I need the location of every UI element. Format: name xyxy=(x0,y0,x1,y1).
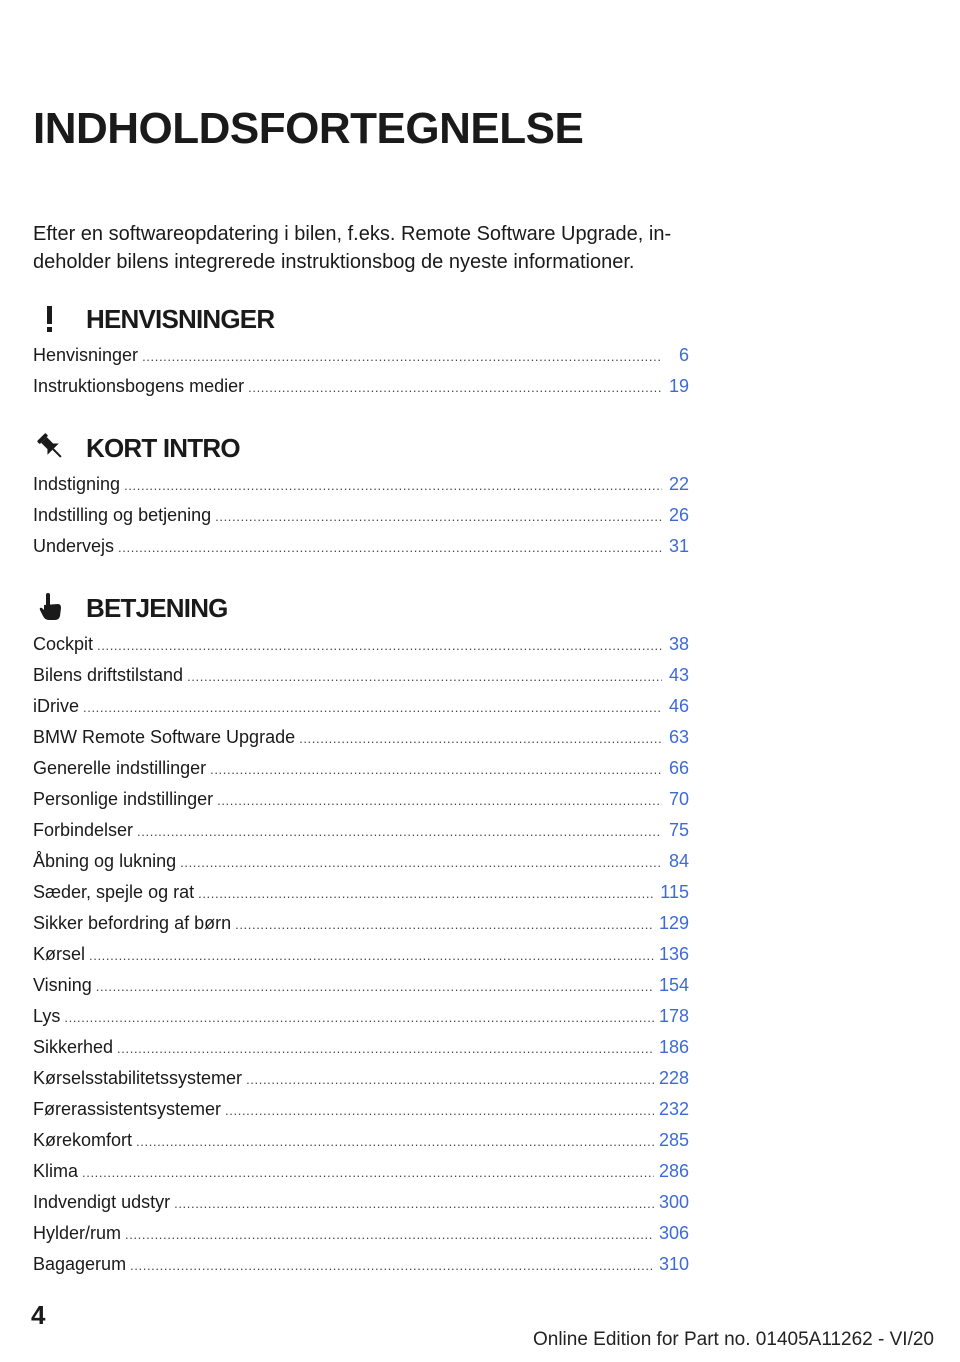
section-title: HENVISNINGER xyxy=(86,304,275,334)
toc-entry-page[interactable]: 46 xyxy=(668,696,689,716)
dot-leader xyxy=(125,1219,654,1250)
toc-entry[interactable] xyxy=(33,1218,689,1249)
toc-entry[interactable] xyxy=(33,722,689,753)
toc-entry[interactable] xyxy=(33,908,689,939)
toc-entry[interactable] xyxy=(33,371,689,402)
toc-entry[interactable] xyxy=(33,970,689,1001)
dot-leader xyxy=(137,816,662,847)
toc-entry-label: Instruktionsbogens medier xyxy=(33,376,245,396)
toc-entry-page[interactable]: 310 xyxy=(658,1254,689,1274)
toc-entry-label: Førerassistentsystemer xyxy=(33,1099,222,1119)
toc-entry-page[interactable]: 66 xyxy=(668,758,689,778)
toc-entry-page[interactable]: 6 xyxy=(678,345,689,365)
toc-entry-label: Hylder/rum xyxy=(33,1223,122,1243)
toc-entry-label: Sæder, spejle og rat xyxy=(33,882,195,902)
section-header xyxy=(33,300,689,340)
toc-entry-label: Generelle indstillinger xyxy=(33,758,207,778)
toc-entry-label: Forbindelser xyxy=(33,820,134,840)
toc-entry-label: Indstilling og betjening xyxy=(33,505,212,525)
toc-entry-page[interactable]: 63 xyxy=(668,727,689,747)
toc-entry-label: Lys xyxy=(33,1006,61,1026)
toc-entry-page[interactable]: 115 xyxy=(660,882,689,902)
toc-entry[interactable] xyxy=(33,691,689,722)
dot-leader xyxy=(142,341,662,372)
toc-entry[interactable] xyxy=(33,1156,689,1187)
section-title: KORT INTRO xyxy=(86,433,240,463)
section-header xyxy=(33,429,689,469)
dot-leader xyxy=(299,723,662,754)
toc-entry-label: Kørekomfort xyxy=(33,1130,133,1150)
dot-leader xyxy=(210,754,662,785)
toc-entry-page[interactable]: 228 xyxy=(658,1068,689,1088)
toc-entry-label: Personlige indstillinger xyxy=(33,789,214,809)
section-kort-intro xyxy=(33,429,689,562)
toc-entry-page[interactable]: 70 xyxy=(668,789,689,809)
page-title: INDHOLDSFORTEGNELSE xyxy=(33,104,584,153)
dot-leader xyxy=(225,1095,654,1126)
toc-entry-page[interactable]: 22 xyxy=(668,474,689,494)
toc-entry-page[interactable]: 300 xyxy=(658,1192,689,1212)
toc-entry-label: Undervejs xyxy=(33,536,115,556)
toc-entry-page[interactable]: 26 xyxy=(668,505,689,525)
pushpin-icon xyxy=(33,429,69,465)
toc-entry[interactable] xyxy=(33,1187,689,1218)
toc-entry-label: Cockpit xyxy=(33,634,94,654)
toc-entry[interactable] xyxy=(33,500,689,531)
dot-leader xyxy=(187,661,662,692)
toc-entry[interactable] xyxy=(33,1032,689,1063)
toc-entry-label: BMW Remote Software Upgrade xyxy=(33,727,296,747)
toc-entry-page[interactable]: 31 xyxy=(668,536,689,556)
page-number: 4 xyxy=(31,1300,46,1330)
toc-list xyxy=(33,469,689,562)
toc-entry-page[interactable]: 285 xyxy=(658,1130,689,1150)
toc-entry[interactable] xyxy=(33,1094,689,1125)
dot-leader xyxy=(96,971,654,1002)
section-henvisninger xyxy=(33,300,689,402)
dot-leader xyxy=(180,847,662,878)
toc-entry-label: Åbning og lukning xyxy=(33,851,177,871)
dot-leader xyxy=(235,909,654,940)
toc-entry-page[interactable]: 186 xyxy=(658,1037,689,1057)
toc-entry[interactable] xyxy=(33,877,689,908)
dot-leader xyxy=(97,630,662,661)
toc-entry-label: Bilens driftstilstand xyxy=(33,665,184,685)
toc-entry[interactable] xyxy=(33,815,689,846)
dot-leader xyxy=(118,532,662,563)
toc-entry[interactable] xyxy=(33,531,689,562)
dot-leader xyxy=(136,1126,654,1157)
toc-entry-page[interactable]: 75 xyxy=(668,820,689,840)
toc-entry-page[interactable]: 136 xyxy=(658,944,689,964)
toc-entry-label: Klima xyxy=(33,1161,79,1181)
dot-leader xyxy=(217,785,662,816)
toc-entry-label: Sikker befordring af børn xyxy=(33,913,232,933)
dot-leader xyxy=(130,1250,654,1281)
toc-entry-label: Indvendigt udstyr xyxy=(33,1192,171,1212)
section-betjening xyxy=(33,589,689,1280)
toc-entry-page[interactable]: 178 xyxy=(658,1006,689,1026)
toc-entry-label: Bagagerum xyxy=(33,1254,127,1274)
toc-entry[interactable] xyxy=(33,1125,689,1156)
toc-entry[interactable] xyxy=(33,340,689,371)
dot-leader xyxy=(124,470,662,501)
toc-list xyxy=(33,340,689,402)
toc-entry[interactable] xyxy=(33,1001,689,1032)
dot-leader xyxy=(83,692,662,723)
toc-entry[interactable] xyxy=(33,1249,689,1280)
toc-list xyxy=(33,629,689,1280)
dot-leader xyxy=(248,372,662,403)
toc-entry[interactable] xyxy=(33,753,689,784)
toc-entry[interactable] xyxy=(33,629,689,660)
toc-entry-page[interactable]: 38 xyxy=(668,634,689,654)
toc-entry-page[interactable]: 43 xyxy=(668,665,689,685)
toc-entry-page[interactable]: 232 xyxy=(658,1099,689,1119)
toc-entry-page[interactable]: 19 xyxy=(668,376,689,396)
toc-entry[interactable] xyxy=(33,784,689,815)
exclamation-icon xyxy=(33,300,69,336)
toc-entry-label: Kørsel xyxy=(33,944,86,964)
toc-entry[interactable] xyxy=(33,1063,689,1094)
intro-text: Efter en softwareopdatering i bilen, f.eks. Remote Software Upgrade, in- deholder bilens integrerede instruktionsbog de nyeste informationer. xyxy=(33,223,672,273)
toc-entry[interactable] xyxy=(33,939,689,970)
toc-entry-page[interactable]: 286 xyxy=(658,1161,689,1181)
toc-entry-page[interactable]: 154 xyxy=(658,975,689,995)
toc-entry[interactable] xyxy=(33,660,689,691)
section-header xyxy=(33,589,689,629)
dot-leader xyxy=(117,1033,654,1064)
dot-leader xyxy=(198,878,655,909)
toc-entry-label: Kørselsstabilitetssystemer xyxy=(33,1068,243,1088)
toc-entry-page[interactable]: 129 xyxy=(658,913,689,933)
section-title: BETJENING xyxy=(86,593,228,623)
toc-entry-page[interactable]: 84 xyxy=(668,851,689,871)
toc-entry-label: Sikkerhed xyxy=(33,1037,114,1057)
dot-leader xyxy=(82,1157,654,1188)
dot-leader xyxy=(174,1188,654,1219)
pointing-hand-icon xyxy=(33,589,69,625)
toc-entry-label: Indstigning xyxy=(33,474,121,494)
toc-entry-label: Henvisninger xyxy=(33,345,139,365)
footer-edition: Online Edition for Part no. 01405A11262 - VI/20 xyxy=(532,1329,934,1350)
toc-entry[interactable] xyxy=(33,469,689,500)
dot-leader xyxy=(64,1002,654,1033)
toc-entry[interactable] xyxy=(33,846,689,877)
toc-entry-page[interactable]: 306 xyxy=(658,1223,689,1243)
toc-entry-label: Visning xyxy=(33,975,92,995)
dot-leader xyxy=(89,940,654,971)
dot-leader xyxy=(246,1064,654,1095)
dot-leader xyxy=(215,501,662,532)
toc-entry-label: iDrive xyxy=(33,696,80,716)
